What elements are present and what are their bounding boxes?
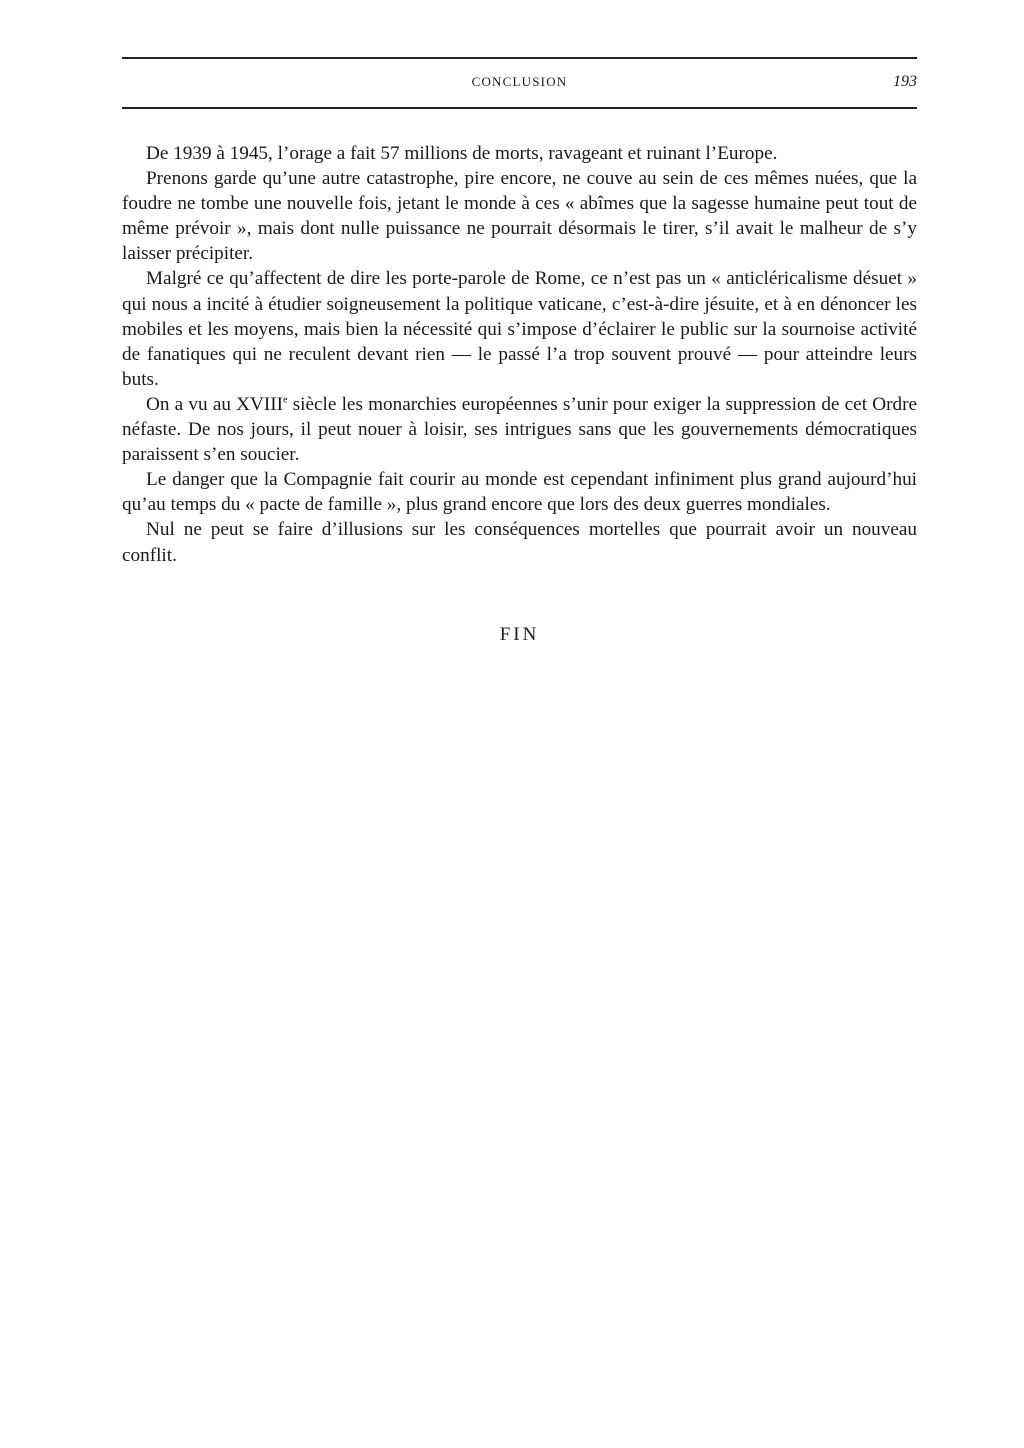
paragraph-2: Prenons garde qu’une autre catastrophe, pire encore, ne couve au sein de ces mêmes nuées, que la foudre ne tombe une nouvelle fois, jetant le monde à ces « abîmes que la sagesse humaine peut tout de même prévoir », mais dont nulle puissance ne pourrait désormais le tirer, s’il avait le malheur de s’y laisser précipiter. [122, 168, 917, 265]
body-text [122, 141, 917, 568]
paragraph-4-end: siècle les monarchies européennes s’unir pour exiger la suppression de cet Ordre néfaste. De nos jours, il peut nouer à loisir, ses intrigues sans que les gouvernements démocratiques paraissent s’en soucier. [122, 393, 917, 466]
paragraph-6: Nul ne peut se faire d’illusions sur les conséquences mortelles que pourrait avoir un nouveau conflit. [122, 519, 917, 566]
header-top-rule [122, 57, 917, 59]
running-header [122, 74, 917, 96]
paragraph-1: De 1939 à 1945, l’orage a fait 57 millions de morts, ravageant et ruinant l’Europe. [146, 143, 778, 164]
running-title: CONCLUSION [471, 74, 568, 89]
end-mark: FIN [499, 624, 540, 645]
paragraph-4-start: On a vu au XVIII [146, 393, 284, 415]
header-bottom-rule [122, 107, 917, 109]
paragraph-3: Malgré ce qu’affectent de dire les porte-parole de Rome, ce n’est pas un « anticléricalisme désuet » qui nous a incité à étudier soigneusement la politique vaticane, c’est-à-dire jésuite, et à en dénoncer les mobiles et les moyens, mais bien la nécessité qui s’impose d’éclairer le public sur la sournoise activité de fanatiques qui ne reculent devant rien — le passé l’a trop souvent prouvé — pour atteindre leurs buts. [122, 268, 917, 390]
paragraph-5: Le danger que la Compagnie fait courir au monde est cependant infiniment plus grand aujourd’hui qu’au temps du « pacte de famille », plus grand encore que lors des deux guerres mondiales. [122, 469, 917, 516]
century-superscript: e [283, 394, 288, 406]
page-number: 193 [893, 73, 917, 90]
paragraph-4 [122, 392, 917, 467]
